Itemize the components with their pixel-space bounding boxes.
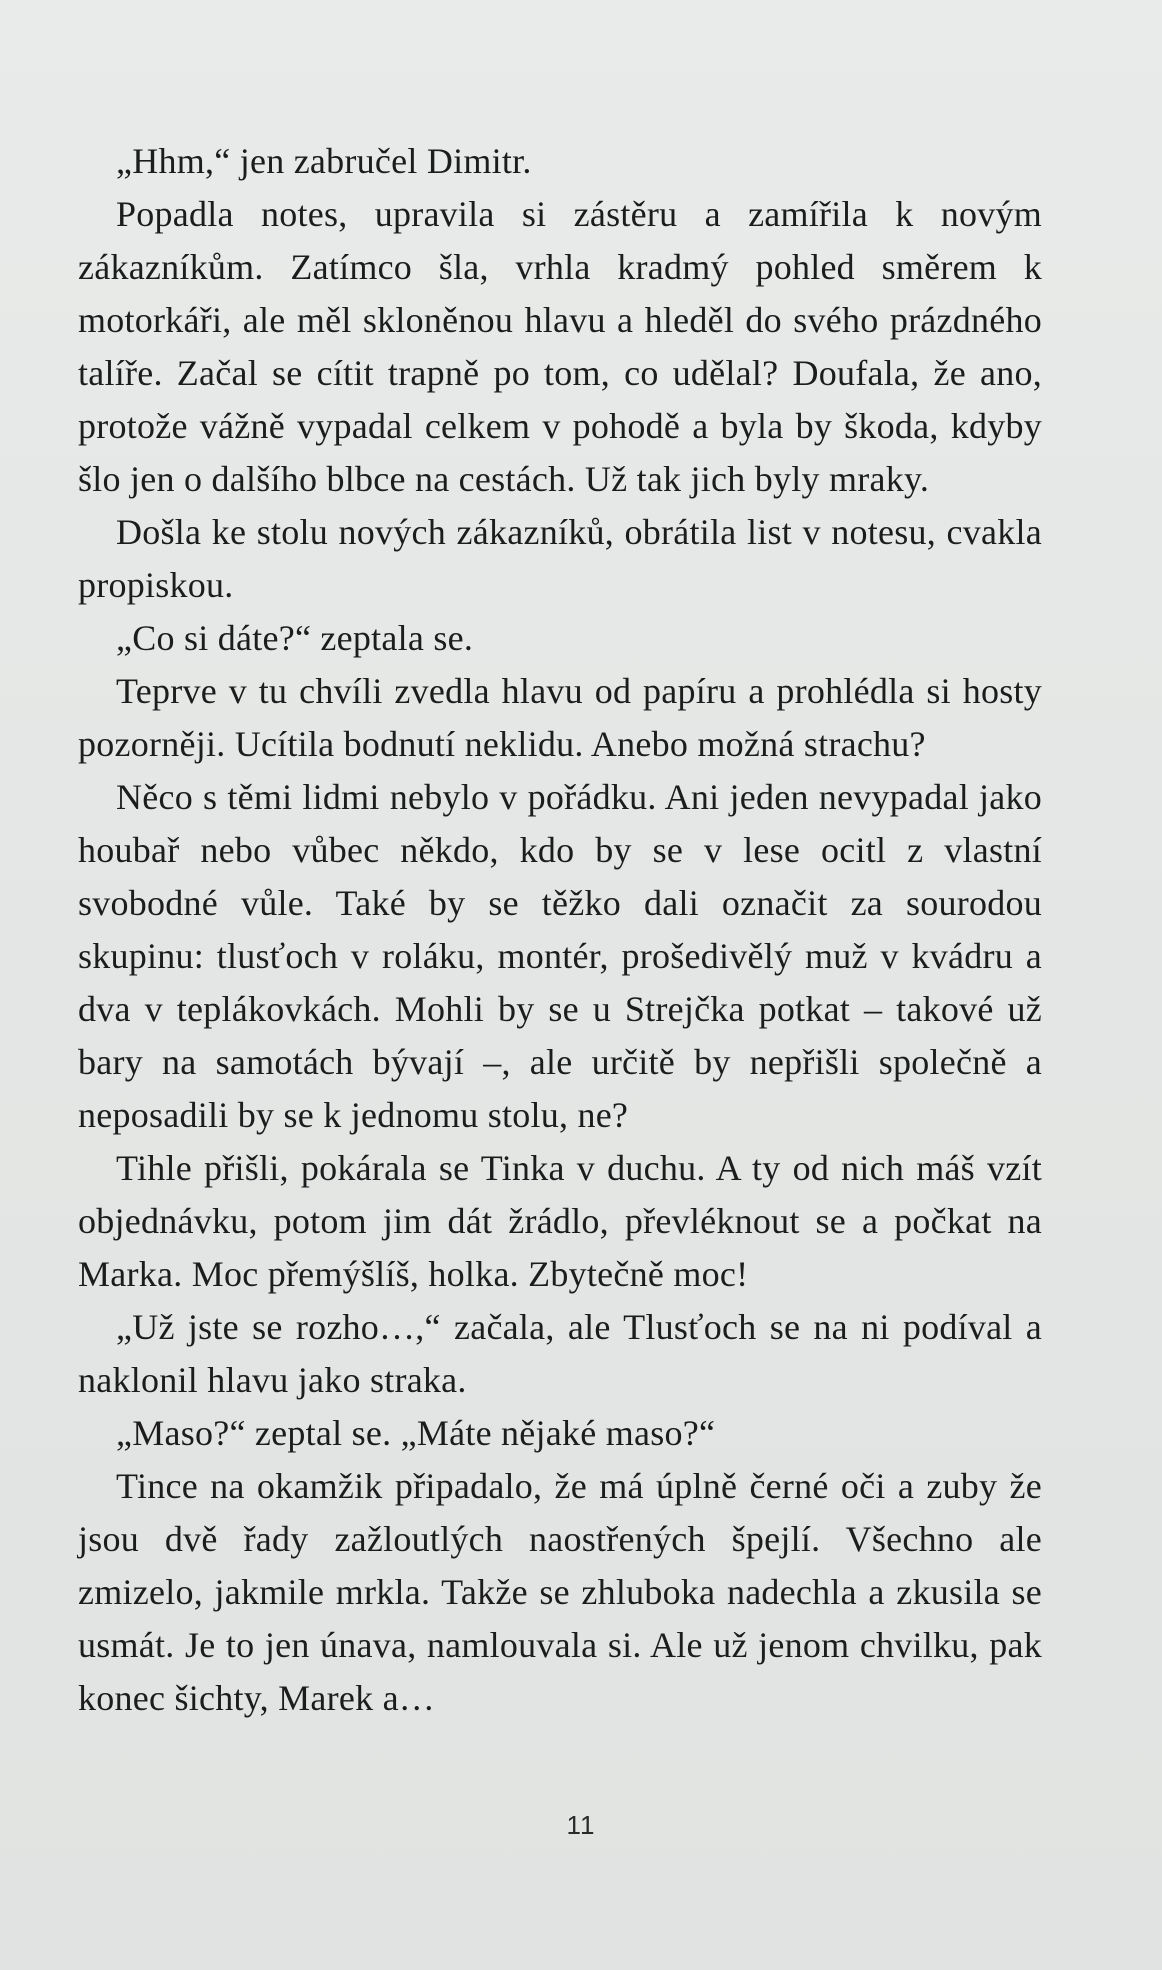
paragraph: „Maso?“ zeptal se. „Máte nějaké maso?“ — [116, 1413, 716, 1453]
paragraph: Došla ke stolu nových zákazníků, obrátila list v notesu, cvakla propiskou. — [78, 512, 1042, 605]
paragraph: Teprve v tu chvíli zvedla hlavu od papíru a prohlédla si hosty pozorněji. Ucítila bodnutí neklidu. Anebo možná strachu? — [78, 671, 1042, 764]
paragraph: Popadla notes, upravila si zástěru a zamířila k novým zákazníkům. Zatímco šla, vrhla kradmý pohled směrem k motorkáři, ale měl skloněnou hlavu a hleděl do svého prázdného talíře. Začal se cítit trapně po tom, co udělal? Doufala, že ano, protože vážně vypadal celkem v pohodě a byla by škoda, kdyby šlo jen o dalšího blbce na cestách. Už tak jich byly mraky. — [78, 194, 1042, 499]
paragraph: Něco s těmi lidmi nebylo v pořádku. Ani jeden nevypadal jako houbař nebo vůbec někdo, kdo by se v lese ocitl z vlastní svobodné vůle. Také by se těžko dali označit za sourodou skupinu: tlusťoch v roláku, montér, prošedivělý muž v kvádru a dva v teplákovkách. Mohli by se u Strejčka potkat – takové už bary na samotách bývají –, ale určitě by nepřišli společně a neposadili by se k jednomu stolu, ne? — [78, 777, 1042, 1135]
paragraph: „Už jste se rozho…,“ začala, ale Tlusťoch se na ni podíval a naklonil hlavu jako straka. — [78, 1307, 1042, 1400]
paragraph: Tince na okamžik připadalo, že má úplně černé oči a zuby že jsou dvě řady zažloutlých naostřených špejlí. Všechno ale zmizelo, jakmile mrkla. Takže se zhluboka nadechla a zkusila se usmát. Je to jen únava, namlouvala si. Ale už jenom chvilku, pak konec šichty, Marek a… — [78, 1466, 1042, 1718]
paragraph: „Co si dáte?“ zeptala se. — [116, 618, 474, 658]
paragraph: „Hhm,“ jen zabručel Dimitr. — [116, 141, 532, 181]
paragraph: Tihle přišli, pokárala se Tinka v duchu. A ty od nich máš vzít objednávku, potom jim dát žrádlo, převléknout se a počkat na Marka. Moc přemýšlíš, holka. Zbytečně moc! — [78, 1148, 1042, 1294]
page-number: 11 — [566, 1810, 596, 1840]
body-text — [78, 135, 1042, 1725]
